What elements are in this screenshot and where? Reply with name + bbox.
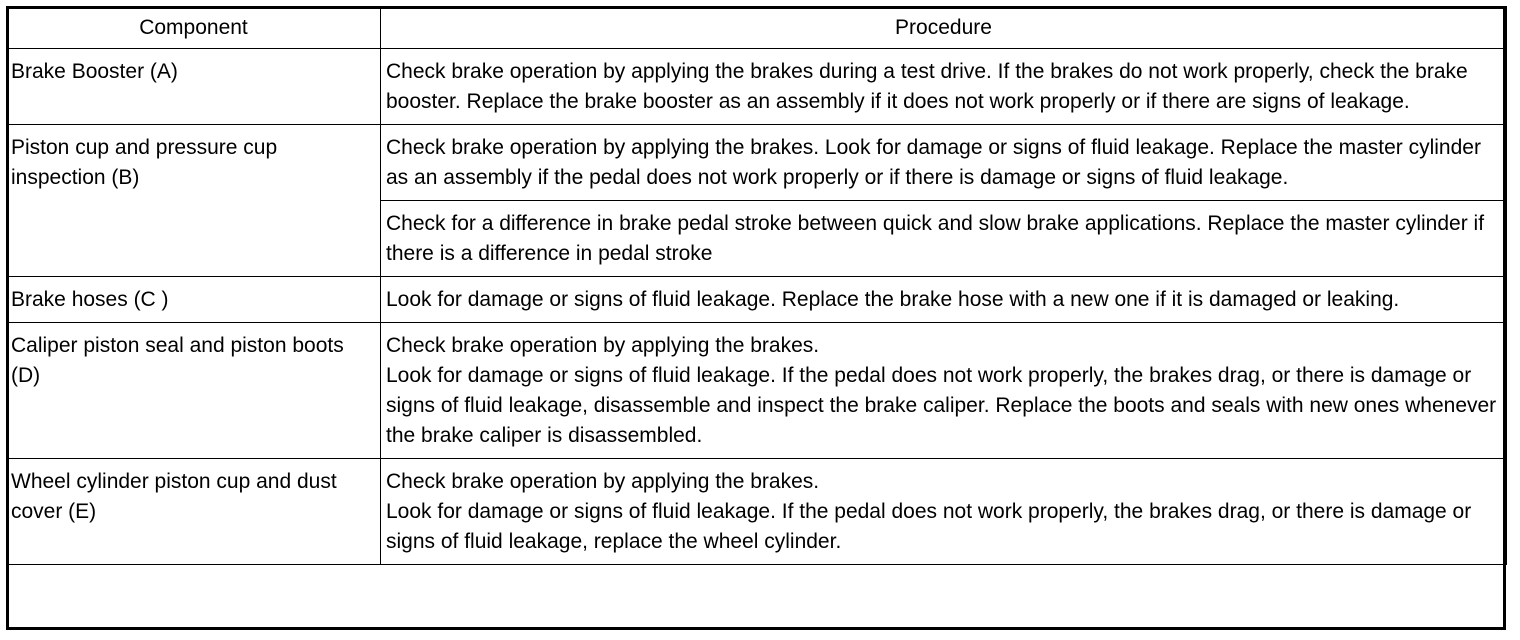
- procedure-text: Look for damage or signs of fluid leakage. If the pedal does not work properly, the brakes drag, or there is damage or signs of fluid leakage, disassemble and inspect the brake caliper. Replace the boots and seals with new ones whenever the brake caliper is disassembled.: [386, 364, 1497, 447]
- procedure-text: Look for damage or signs of fluid leakage. If the pedal does not work properly, the brakes drag, or there is damage or signs of fluid leakage, replace the wheel cylinder.: [386, 500, 1472, 553]
- procedure-text: Look for damage or signs of fluid leakage. Replace the brake hose with a new one if it is damaged or leaking.: [386, 288, 1400, 311]
- procedure-text: Check brake operation by applying the brakes.: [386, 334, 820, 357]
- table-outer-border: [6, 6, 1506, 630]
- component-cell: Piston cup and pressure cup inspection (B): [7, 125, 381, 277]
- procedure-text: Check brake operation by applying the brakes. Look for damage or signs of fluid leakage. Replace the master cylinder as an assembly if the pedal does not work properly or if there is damage or signs of fluid leakage.: [386, 136, 1481, 189]
- component-cell: Brake Booster (A): [7, 49, 381, 125]
- header-component: Component: [7, 7, 381, 49]
- component-cell: Caliper piston seal and piston boots (D): [7, 323, 381, 459]
- procedure-text: Check for a difference in brake pedal stroke between quick and slow brake applications. Replace the master cylinder if there is a difference in pedal stroke: [386, 212, 1485, 265]
- header-procedure: Procedure: [381, 7, 1507, 49]
- procedure-text: Check brake operation by applying the brakes during a test drive. If the brakes do not work properly, check the brake booster. Replace the brake booster as an assembly if it does not work properly or if there are signs of leakage.: [386, 60, 1468, 113]
- component-cell: Brake hoses (C ): [7, 277, 381, 323]
- procedure-text: Check brake operation by applying the brakes.: [386, 470, 820, 493]
- component-cell: Wheel cylinder piston cup and dust cover (E): [7, 459, 381, 565]
